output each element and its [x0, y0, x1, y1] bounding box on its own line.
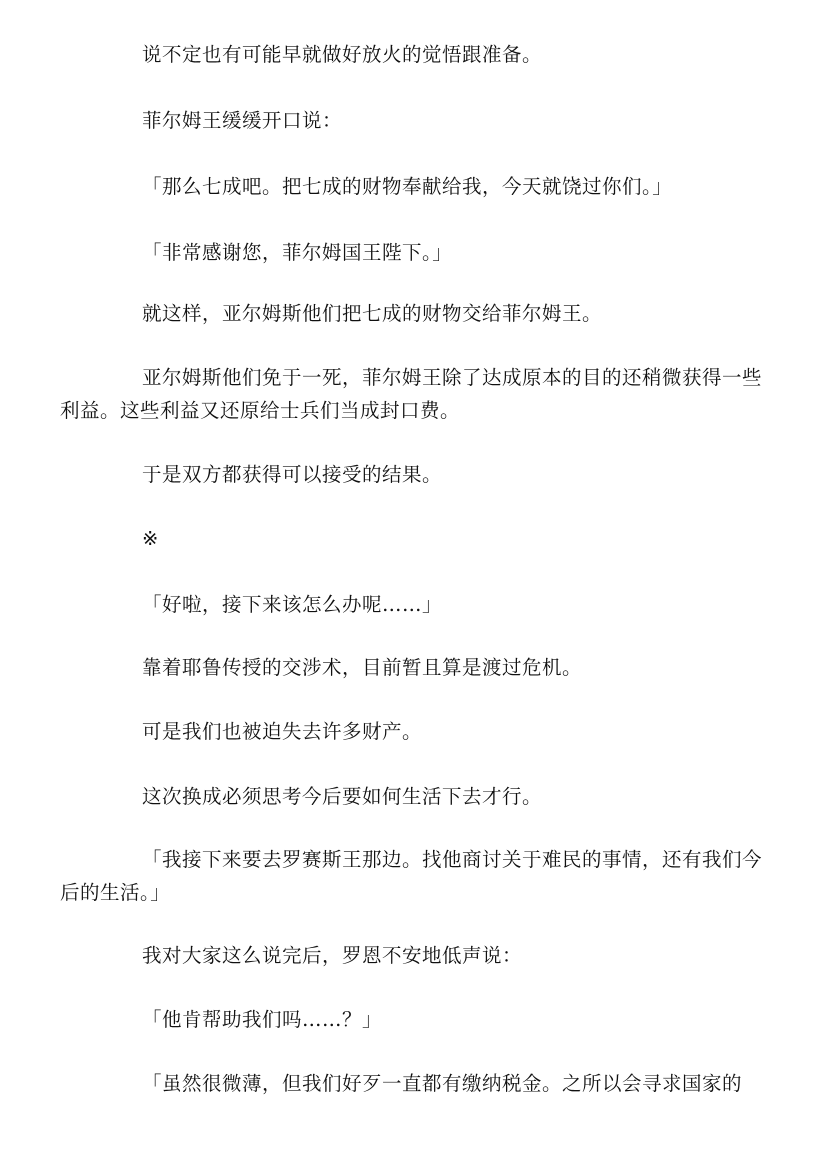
paragraph-15: 「他肯帮助我们吗……？」 — [142, 1008, 383, 1031]
paragraph-6: 亚尔姆斯他们免于一死，菲尔姆王除了达成原本的目的还稍微获得一些利益。这些利益又还原给士兵们当成封口费。 — [60, 366, 763, 422]
paragraph-16: 「虽然很微薄，但我们好歹一直都有缴纳税金。之所以会寻求国家的 — [142, 1072, 743, 1095]
paragraph-11: 可是我们也被迫失去许多财产。 — [142, 720, 423, 743]
paragraph-14: 我对大家这么说完后，罗恩不安地低声说： — [142, 944, 523, 967]
paragraph-4: 「非常感谢您，菲尔姆国王陛下。」 — [142, 241, 453, 264]
paragraph-9: 「好啦，接下来该怎么办呢……」 — [142, 593, 443, 616]
paragraph-13: 「我接下来要去罗赛斯王那边。找他商讨关于难民的事情，还有我们今后的生活。」 — [60, 848, 763, 904]
paragraph-1: 说不定也有可能早就做好放火的觉悟跟准备。 — [142, 43, 543, 66]
paragraph-7: 于是双方都获得可以接受的结果。 — [142, 463, 443, 486]
paragraph-10: 靠着耶鲁传授的交涉术，目前暂且算是渡过危机。 — [142, 656, 583, 679]
paragraph-3: 「那么七成吧。把七成的财物奉献给我，今天就饶过你们。」 — [142, 175, 673, 198]
paragraph-12: 这次换成必须思考今后要如何生活下去才行。 — [142, 785, 543, 808]
paragraph-2: 菲尔姆王缓缓开口说： — [142, 109, 343, 132]
paragraph-5: 就这样，亚尔姆斯他们把七成的财物交给菲尔姆王。 — [142, 302, 603, 325]
paragraph-8: ※ — [142, 527, 159, 550]
